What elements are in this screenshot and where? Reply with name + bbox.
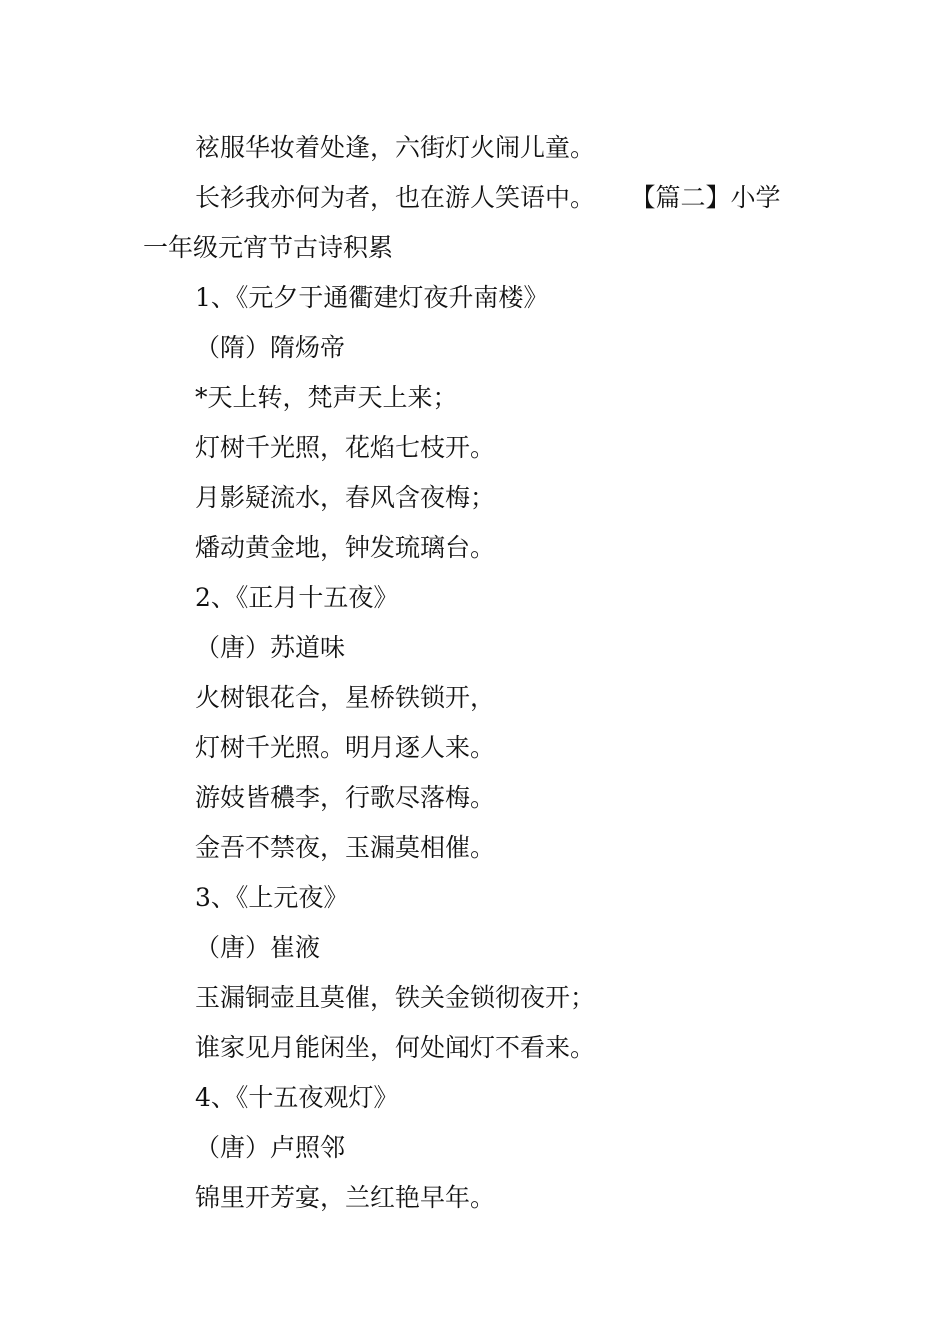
poem-line: 灯树千光照。明月逐人来。 (195, 733, 496, 762)
poem-line: 灯树千光照，花焰七枝开。 (195, 433, 496, 462)
poem-line: 袨服华妆着处逢，六街灯火闹儿童。 (195, 133, 596, 162)
section-heading-continued: 一年级元宵节古诗积累 (143, 233, 394, 262)
poem-line: 玉漏铜壶且莫催，铁关金锁彻夜开； (195, 983, 596, 1012)
poem-line: 长衫我亦何为者，也在游人笑语中。 (195, 183, 596, 212)
poem-line-with-heading (195, 183, 781, 213)
poem-line: 金吾不禁夜，玉漏莫相催。 (195, 833, 496, 862)
poem-line: *天上转，梵声天上来； (195, 383, 458, 412)
poem-author: （唐）苏道味 (195, 633, 346, 662)
poem-line: 谁家见月能闲坐，何处闻灯不看来。 (195, 1033, 596, 1062)
poem-line: 燔动黄金地，钟发琉璃台。 (195, 533, 496, 562)
poem-line: 火树银花合，星桥铁锁开， (195, 683, 496, 712)
poem-author: （唐）崔液 (195, 933, 321, 962)
poem-title: 4、《十五夜观灯》 (195, 1083, 399, 1112)
poem-author: （隋）隋炀帝 (195, 333, 346, 362)
poem-title: 3、《上元夜》 (195, 883, 349, 912)
poem-author: （唐）卢照邻 (195, 1133, 346, 1162)
poem-title: 1、《元夕于通衢建灯夜升南楼》 (195, 283, 549, 312)
section-heading: 【篇二】小学 (643, 183, 781, 212)
poem-line: 月影疑流水，春风含夜梅； (195, 483, 496, 512)
poem-line: 游妓皆穠李，行歌尽落梅。 (195, 783, 496, 812)
poem-title: 2、《正月十五夜》 (195, 583, 399, 612)
poem-line: 锦里开芳宴，兰红艳早年。 (195, 1183, 496, 1212)
